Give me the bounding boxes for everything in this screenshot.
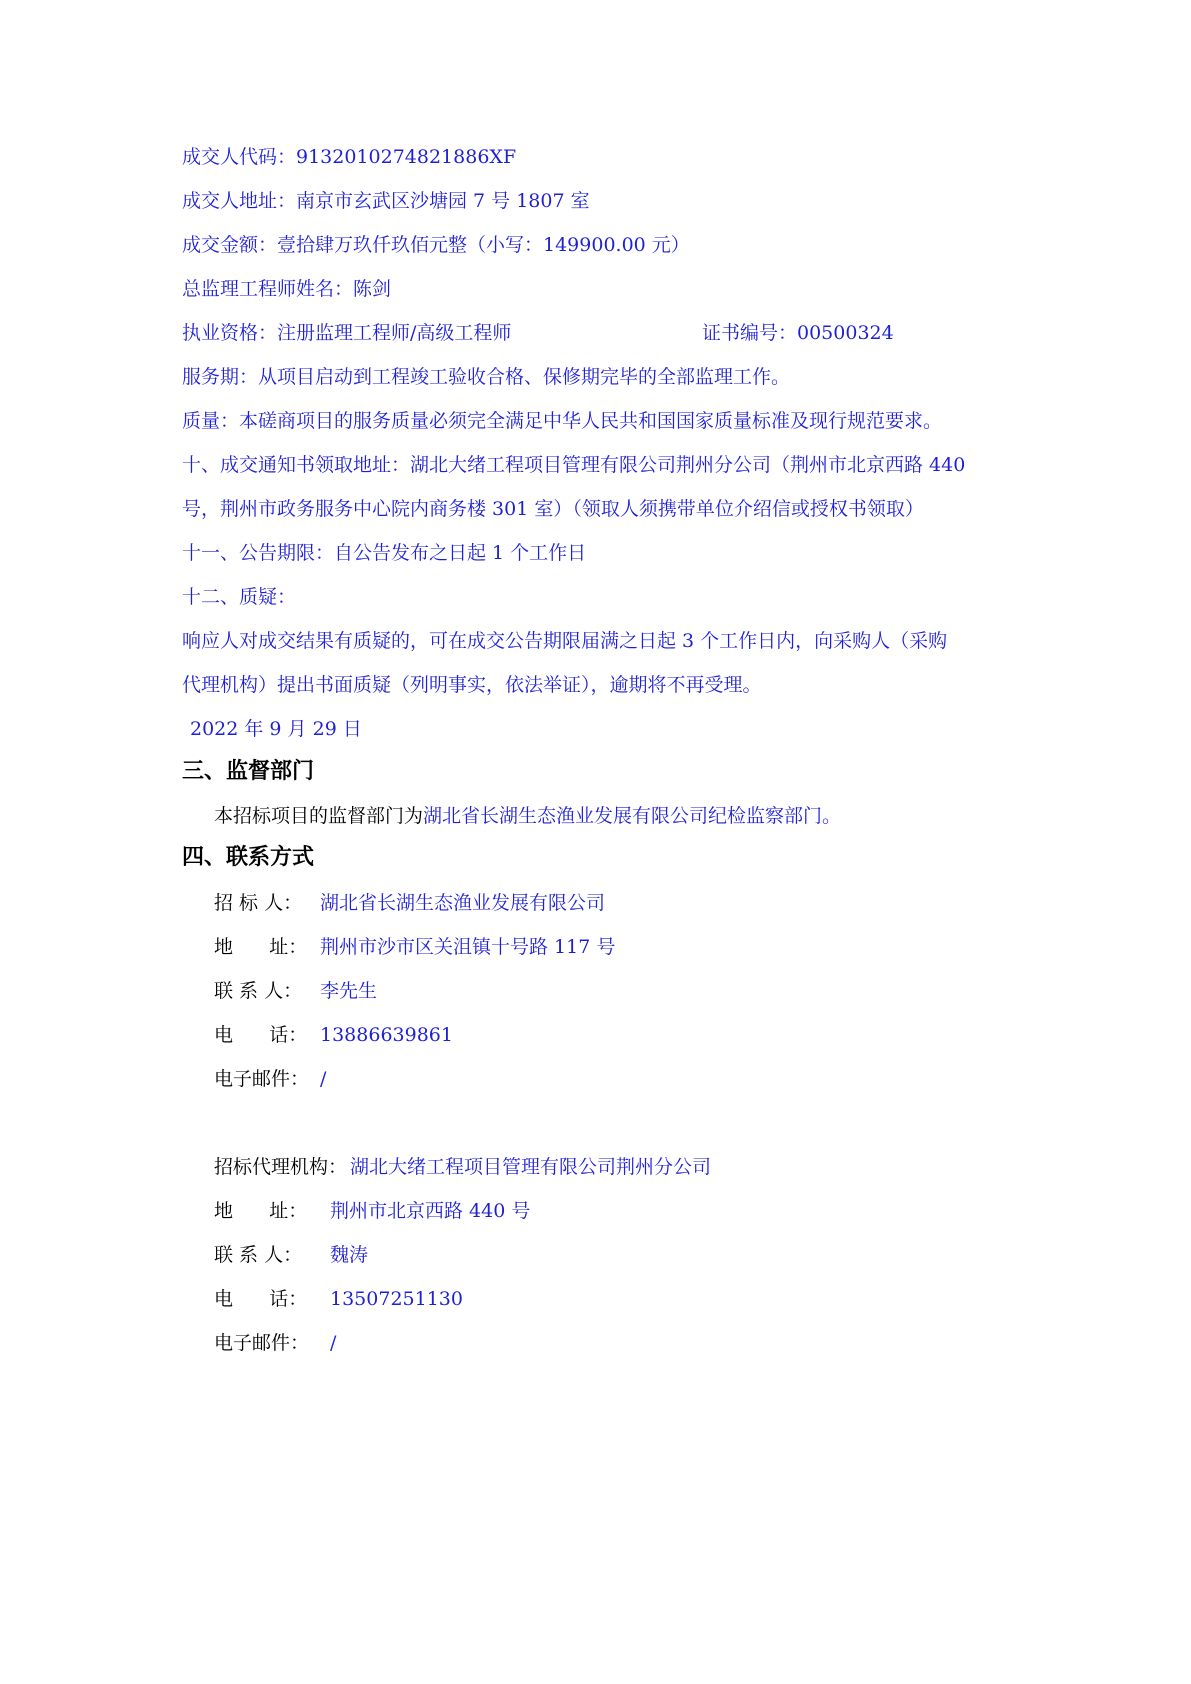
notice-pickup-line2: 号，荆州市政务服务中心院内商务楼 301 室）（领取人须携带单位介绍信或授权书领取） [182, 498, 924, 520]
agency-phone: 13507251130 [330, 1288, 463, 1310]
tenderer-email: / [320, 1068, 327, 1090]
tenderer-email-label: 电子邮件： [214, 1068, 310, 1090]
agency-person: 魏涛 [330, 1244, 369, 1266]
supervision-prefix: 本招标项目的监督部门为 [214, 805, 424, 827]
qualification: 执业资格：注册监理工程师/高级工程师 [182, 322, 512, 344]
tenderer-address-label: 地 址： [214, 936, 308, 958]
tenderer-name-label: 招 标 人： [214, 892, 303, 914]
tenderer-address-row [214, 935, 615, 959]
agency-phone-label: 电 话： [214, 1288, 308, 1310]
agency-name-row [214, 1155, 711, 1179]
agency-phone-row [214, 1287, 463, 1311]
tenderer-person-label: 联 系 人： [214, 980, 303, 1002]
chief-engineer: 总监理工程师姓名：陈剑 [182, 278, 392, 300]
agency-name-label: 招标代理机构： [214, 1156, 348, 1178]
agency-email: / [330, 1332, 337, 1354]
tenderer-phone-row [214, 1023, 453, 1047]
quality-requirement: 质量：本磋商项目的服务质量必须完全满足中华人民共和国国家质量标准及现行规范要求。 [182, 410, 943, 432]
supervision-text [214, 804, 841, 828]
tenderer-name-row [214, 891, 605, 915]
service-period: 服务期：从项目启动到工程竣工验收合格、保修期完毕的全部监理工作。 [182, 366, 791, 388]
announcement-date: 2022 年 9 月 29 日 [190, 718, 362, 740]
notice-pickup-line1: 十、成交通知书领取地址：湖北大绪工程项目管理有限公司荆州分公司（荆州市北京西路 440 [182, 454, 966, 476]
agency-person-row [214, 1243, 368, 1267]
agency-address-row [214, 1199, 530, 1223]
objection-line2: 代理机构）提出书面质疑（列明事实，依法举证），逾期将不再受理。 [182, 674, 762, 696]
agency-name: 湖北大绪工程项目管理有限公司荆州分公司 [350, 1156, 712, 1178]
objection-line1: 响应人对成交结果有质疑的，可在成交公告期限届满之日起 3 个工作日内，向采购人（采购 [182, 630, 948, 652]
agency-email-row [214, 1331, 336, 1355]
tenderer-email-row [214, 1067, 326, 1091]
tenderer-name: 湖北省长湖生态渔业发展有限公司 [320, 892, 606, 914]
supervision-org: 湖北省长湖生态渔业发展有限公司纪检监察部门。 [423, 805, 842, 827]
tenderer-phone-label: 电 话： [214, 1024, 308, 1046]
agency-email-label: 电子邮件： [214, 1332, 310, 1354]
winner-address: 成交人地址：南京市玄武区沙塘园 7 号 1807 室 [182, 190, 590, 212]
supervision-heading: 三、监督部门 [182, 759, 315, 784]
winner-code: 成交人代码：9132010274821886XF [182, 146, 517, 168]
tenderer-person: 李先生 [320, 980, 378, 1002]
agency-address-label: 地 址： [214, 1200, 308, 1222]
deal-amount: 成交金额：壹拾肆万玖仟玖佰元整（小写：149900.00 元） [182, 234, 690, 256]
tenderer-phone: 13886639861 [320, 1024, 453, 1046]
announcement-period: 十一、公告期限：自公告发布之日起 1 个工作日 [182, 542, 587, 564]
agency-person-label: 联 系 人： [214, 1244, 303, 1266]
objection-title: 十二、质疑： [182, 586, 297, 608]
agency-address: 荆州市北京西路 440 号 [330, 1200, 531, 1222]
contact-heading: 四、联系方式 [182, 845, 315, 870]
tenderer-person-row [214, 979, 377, 1003]
tenderer-address: 荆州市沙市区关沮镇十号路 117 号 [320, 936, 616, 958]
certificate-number: 证书编号：00500324 [702, 322, 894, 344]
